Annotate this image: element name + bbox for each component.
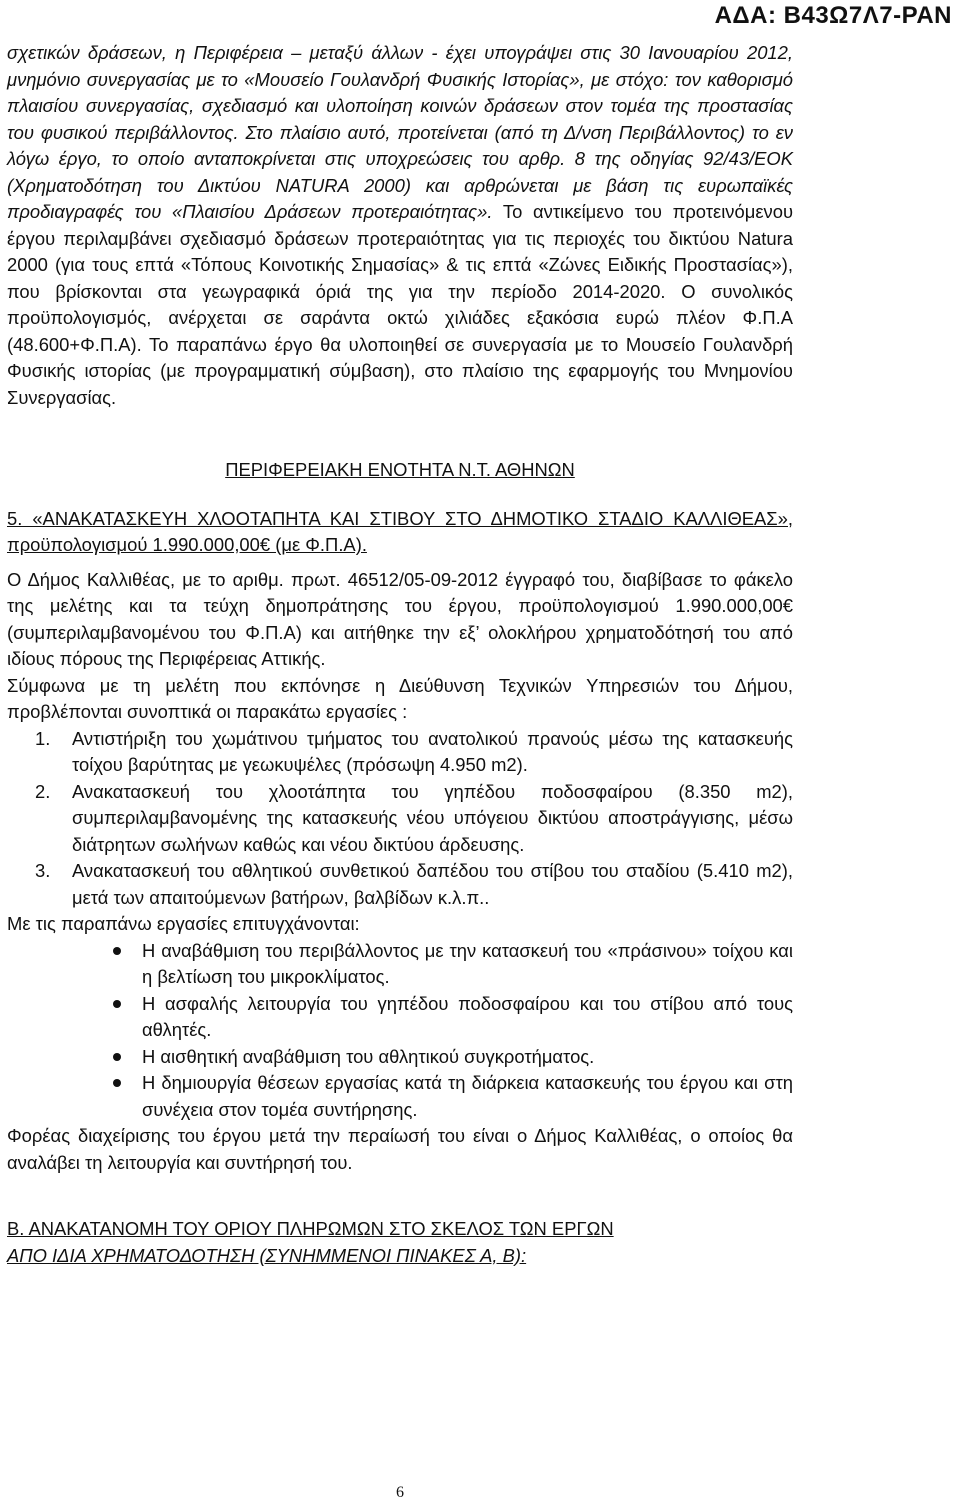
project-paragraph-1: Ο Δήμος Καλλιθέας, με το αριθμ. πρωτ. 46512/05-09-2012 έγγραφό του, διαβίβασε το φάκελο της μελέτης και τα τεύχη δημοπράτησης του έργου, προϋπολογισμού 1.990.000,00€ (συμπεριλαμβανομένου του Φ.Π.Α) και αιτήθηκε την εξ’ ολοκλήρου χρηματοδότησή του από ιδίους πόρους της Περιφέρειας Αττικής. — [7, 568, 793, 669]
results-item — [7, 1070, 793, 1123]
section-title: ΠΕΡΙΦΕΡΕΙΑΚΗ ΕΝΟΤΗΤΑ Ν.Τ. ΑΘΗΝΩΝ — [225, 459, 575, 480]
results-item — [7, 991, 793, 1044]
project-paragraph-2: Σύμφωνα με τη μελέτη που εκπόνησε η Διεύθυνση Τεχνικών Υπηρεσιών του Δήμου, προβλέπονται συνοπτικά οι παρακάτω εργασίες : — [7, 674, 793, 722]
document-page — [7, 40, 793, 1269]
results-item — [7, 938, 793, 991]
results-item-text: Η ασφαλής λειτουργία του γηπέδου ποδοσφαίρου και του στίβου από τους αθλητές. — [142, 992, 793, 1040]
page-number: 6 — [396, 1484, 404, 1501]
results-item-text: Η αναβάθμιση του περιβάλλοντος με την κατασκευή του «πράσινου» τοίχου και η βελτίωση του μικροκλίματος. — [142, 939, 793, 987]
ada-code: ΑΔΑ: Β43Ω7Λ7-ΡΑΝ — [714, 2, 952, 29]
intro-italic-text: σχετικών δράσεων, η Περιφέρεια – μεταξύ άλλων - έχει υπογράψει στις 30 Ιανουαρίου 2012, μνημόνιο συνεργασίας με το «Μουσείο Γουλανδρή Φυσικής Ιστορίας», με στόχο: τον καθορισμό πλαισίου συνεργασίας, σχεδιασμό και υλοποίηση κοινών δράσεων στον τομέα της προστασίας του φυσικού περιβάλλοντος. Στο πλαίσιο αυτό, προτείνεται (από τη Δ/νση Περιβάλλοντος) το εν λόγω έργο, το οποίο ανταποκρίνεται στις υποχρεώσεις του αρθρ. 8 της οδηγίας 92/43/ΕΟΚ (Χρηματοδότηση του Δικτύου NATURA 2000) και αρθρώνεται με βάση τις ευρωπαϊκές προδιαγραφές του «Πλαισίου Δράσεων προτεραιότητας». — [7, 42, 793, 222]
works-item — [7, 858, 793, 911]
results-item — [7, 1044, 793, 1071]
section-b-line-2: ΑΠΟ ΙΔΙΑ ΧΡΗΜΑΤΟΔΟΤΗΣΗ (ΣΥΝΗΜΜΕΝΟΙ ΠΙΝΑΚΕΣ Α, Β): — [7, 1244, 527, 1266]
results-list — [7, 938, 793, 1124]
project-title: 5. «ΑΝΑΚΑΤΑΣΚΕΥΗ ΧΛΟΟΤΑΠΗΤΑ ΚΑΙ ΣΤΙΒΟΥ ΣΤΟ ΔΗΜΟΤΙΚΟ ΣΤΑΔΙΟ ΚΑΛΛΙΘΕΑΣ», προϋπολογισμού 1.990.000,00€ (με Φ.Π.Α). — [7, 507, 793, 555]
results-item-text: Η αισθητική αναβάθμιση του αθλητικού συγκροτήματος. — [142, 1045, 595, 1067]
section-b-line-1: Β. ΑΝΑΚΑΤΑΝΟΜΗ ΤΟΥ ΟΡΙΟΥ ΠΛΗΡΩΜΩΝ ΣΤΟ ΣΚΕΛΟΣ ΤΩΝ ΕΡΓΩΝ — [7, 1218, 614, 1239]
section-title-wrapper — [7, 457, 793, 484]
works-item-text: Ανακατασκευή του χλοοτάπητα του γηπέδου ποδοσφαίρου (8.350 m2), συμπεριλαμβανομένης της κατασκευής νέου υπόγειου δικτύου αποστράγγισης, μέσω διάτρητων σωλήνων καθώς και νέου δικτύου άρδευσης. — [72, 780, 793, 855]
works-item-text: Αντιστήριξη του χωμάτινου τμήματος του ανατολικού πρανούς μέσω της κατασκευής τοίχου βαρύτητας με γεωκυψέλες (πρόσωψη 4.950 m2). — [72, 727, 793, 775]
works-item-number: 3. — [35, 860, 51, 881]
works-item-number: 1. — [35, 727, 51, 749]
closing-paragraph: Φορέας διαχείρισης του έργου μετά την περαίωσή του είναι ο Δήμος Καλλιθέας, ο οποίος θα αναλάβει τη λειτουργία και συντήρησή του. — [7, 1125, 793, 1173]
results-item-text: Η δημιουργία θέσεων εργασίας κατά τη διάρκεια κατασκευής του έργου και στη συνέχεια στον τομέα συντήρησης. — [142, 1072, 793, 1120]
works-item — [7, 726, 793, 779]
intro-paragraph — [7, 40, 793, 411]
bullet-icon — [113, 1053, 121, 1061]
bullet-icon — [113, 1079, 121, 1087]
intro-normal-text: Το αντικείμενο του προτεινόμενου έργου περιλαμβάνει σχεδιασμό δράσεων προτεραιότητας για τις περιοχές του δικτύου Natura 2000 (για τους επτά «Τόπους Κοινοτικής Σημασίας» & τις επτά «Ζώνες Ειδικής Προστασίας»), που βρίσκονται στα γεωγραφικά όριά της για την περίοδο 2014-2020. Ο συνολικός προϋπολογισμός, ανέρχεται σε σαράντα οκτώ χιλιάδες εξακόσια ευρώ πλέον Φ.Π.Α (48.600+Φ.Π.Α). Το παραπάνω έργο θα υλοποιηθεί σε συνεργασία με το Μουσείο Γουλανδρή Φυσικής ιστορίας (με προγραμματική σύμβαση), στο πλαίσιο της εφαρμογής του Μνημονίου Συνεργασίας. — [7, 201, 793, 408]
bullet-icon — [113, 947, 121, 955]
works-item — [7, 779, 793, 859]
works-list — [7, 726, 793, 912]
works-item-text: Ανακατασκευή του αθλητικού συνθετικού δαπέδου του στίβου του σταδίου (5.410 m2), μετά των απαιτούμενων βατήρων, βαλβίδων κ.λ.π.. — [72, 860, 793, 908]
works-item-number: 2. — [35, 780, 51, 802]
bullet-icon — [113, 1000, 121, 1008]
results-intro: Με τις παραπάνω εργασίες επιτυγχάνονται: — [7, 913, 360, 934]
